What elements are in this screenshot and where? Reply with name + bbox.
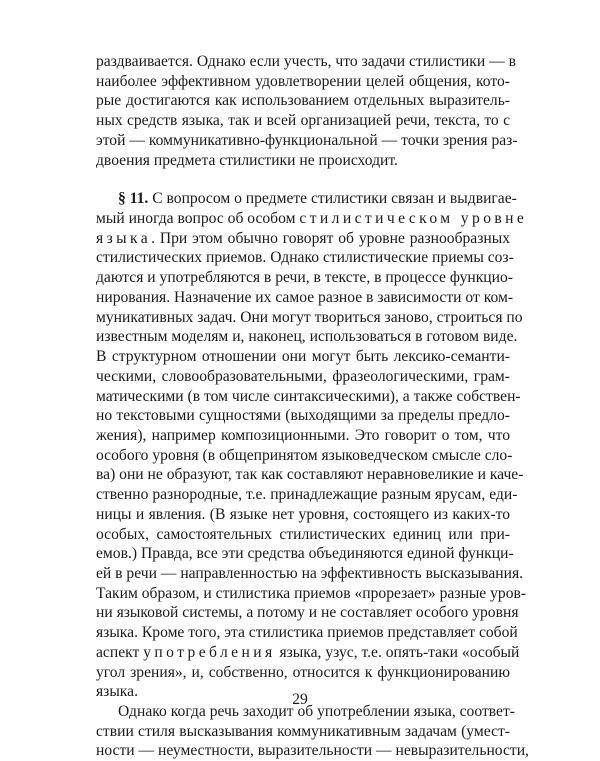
paragraph-section-11 xyxy=(96,189,528,702)
page-body xyxy=(96,52,529,761)
text-line xyxy=(96,643,520,663)
spaced-emphasis-text: стилистическом уровне xyxy=(299,210,528,228)
text-line: ницы и явления. (В языке нет уровня, состоящего из каких-то xyxy=(96,505,510,523)
text-line: двоения предмета стилистики не происходит. xyxy=(96,151,398,169)
text-line: Таким образом, и стилистика приемов «прорезает» разные уров- xyxy=(96,584,527,602)
text-line: ческими, словообразовательными, фразеологическими, грам- xyxy=(96,367,510,385)
text-line: жения), например композиционными. Это говорит о том, что xyxy=(96,426,510,444)
text-line xyxy=(96,189,517,209)
text-fragment: мый иногда вопрос об особом xyxy=(96,210,300,228)
text-line: ва) они не образуют, так как составляют неравновеликие и каче- xyxy=(96,466,524,484)
spaced-emphasis-text: употребления xyxy=(143,643,276,661)
text-fragment: аспект xyxy=(96,643,144,661)
text-line: ственно разнородные, т.е. принадлежащие разным ярусам, еди- xyxy=(96,486,518,504)
text-line xyxy=(96,209,528,229)
text-line: ствии стиля высказывания коммуникативным задачам (умест- xyxy=(96,722,510,740)
paragraph-3 xyxy=(96,702,529,761)
spaced-emphasis-text: языка xyxy=(96,229,152,247)
text-line: рые достигаются как использованием отдельных выразитель- xyxy=(96,92,510,110)
text-line: матическими (в том числе синтаксическими), а также собствен- xyxy=(96,387,521,405)
text-line xyxy=(96,229,510,249)
text-line: стилистических приемов. Однако стилистические приемы соз- xyxy=(96,249,514,267)
text-line: В структурном отношении они могут быть лексико-семанти- xyxy=(96,348,510,366)
text-line: особых, самостоятельных стилистических единиц или при- xyxy=(96,525,510,543)
text-line: этой — коммуникативно-функциональной — точки зрения раз- xyxy=(96,131,518,149)
text-line: ей в речи — направленностью на эффективность высказывания. xyxy=(96,564,524,582)
text-line: даются и употребляются в речи, в тексте, в процессе функцио- xyxy=(96,269,513,287)
text-fragment: . При этом обычно говорят об уровне разнообразных xyxy=(151,229,510,247)
paragraph-1 xyxy=(96,52,518,170)
text-line: известным моделям и, наконец, использоваться в готовом виде. xyxy=(96,328,518,346)
text-line: языка. xyxy=(96,683,138,701)
section-heading-mark: § 11. xyxy=(118,190,149,208)
text-fragment: С вопросом о предмете стилистики связан и выдвигае- xyxy=(148,190,517,208)
text-line: ни языковой системы, а потому и не составляет особого уровня xyxy=(96,604,519,622)
text-line: языка. Кроме того, эта стилистика приемов представляет собой xyxy=(96,624,518,642)
text-line: ности — неуместности, выразительности — невыразительности, xyxy=(96,742,529,760)
text-line: емов.) Правда, все эти средства объединяются единой функци- xyxy=(96,545,514,563)
text-line: особого уровня (в общепринятом языковедческом смысле сло- xyxy=(96,446,513,464)
text-line: муникативных задач. Они могут твориться заново, строиться по xyxy=(96,308,523,326)
text-line: ных средств языка, так и всей организацией речи, текста, то с xyxy=(96,112,510,130)
text-line: раздваивается. Однако если учесть, что задачи стилистики — в xyxy=(96,53,516,70)
text-line: Однако когда речь заходит об употреблении языка, соответ- xyxy=(118,703,515,720)
text-fragment: языка, узус, т.е. опять-таки «особый xyxy=(275,643,520,661)
text-line: угол зрения», и, собственно, относится к функционированию xyxy=(96,663,510,681)
page-number: 29 xyxy=(292,691,308,708)
text-line: наиболее эффективном удовлетворении целей общения, кото- xyxy=(96,72,510,90)
text-line: нирования. Назначение их самое разное в зависимости от ком- xyxy=(96,288,514,306)
text-line: но текстовыми сущностями (выходящими за пределы предло- xyxy=(96,407,510,425)
